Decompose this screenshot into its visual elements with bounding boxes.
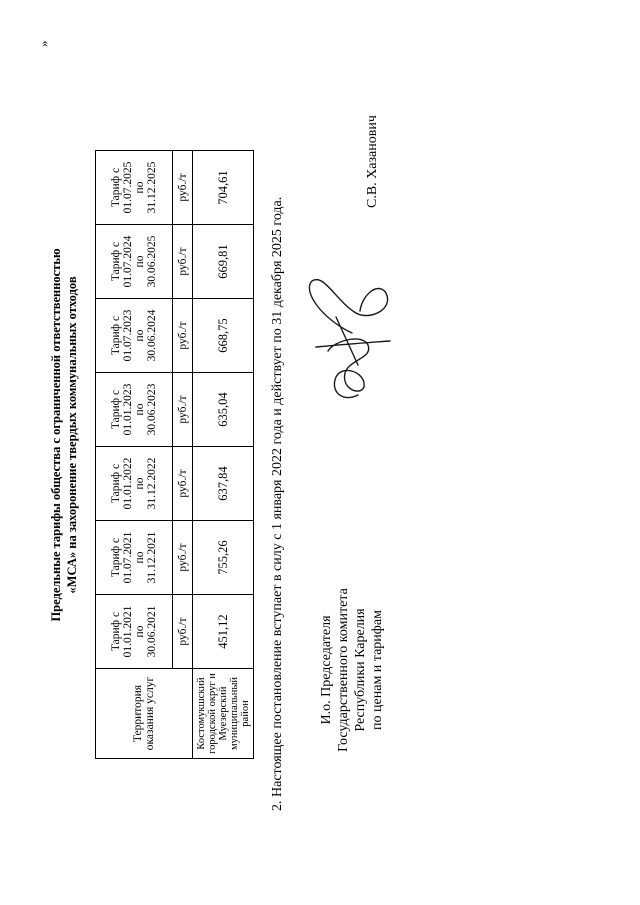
unit-cell: руб./т	[173, 521, 193, 595]
signer-position-line-1: И.о. Председателя	[319, 615, 334, 725]
territory-cell: Костомукшский городской округ и Муезерский муниципальный район	[193, 669, 254, 759]
tariff-period-header: Тариф с 01.07.2025 по 31.12.2025	[96, 151, 173, 225]
signer-position-line-2: Государственного комитета	[336, 588, 351, 752]
signer-position-line-3: Республики Карелия	[353, 608, 368, 732]
tariff-value: 669,81	[193, 225, 254, 299]
territory-header: Территория оказания услуг	[96, 669, 193, 759]
tariff-period-header: Тариф с 01.01.2021 по 30.06.2021	[96, 595, 173, 669]
tariff-value: 637,84	[193, 447, 254, 521]
table-unit-row	[173, 151, 193, 759]
table-row	[193, 151, 254, 759]
tariff-period-header: Тариф с 01.07.2024 по 30.06.2025	[96, 225, 173, 299]
table-title-line-2: «МСА» на захоронение твердых коммунальных отходов	[65, 276, 79, 594]
tariff-value: 451,12	[193, 595, 254, 669]
tariff-value: 635,04	[193, 373, 254, 447]
table-header-row	[96, 151, 173, 759]
unit-cell: руб./т	[173, 595, 193, 669]
unit-cell: руб./т	[173, 299, 193, 373]
tariff-value: 668,75	[193, 299, 254, 373]
table-title-line-1: Предельные тарифы общества с ограниченной ответственностью	[49, 248, 63, 622]
tariff-period-header: Тариф с 01.01.2022 по 31.12.2022	[96, 447, 173, 521]
closing-quote: »	[36, 40, 51, 47]
tariff-value: 755,26	[193, 521, 254, 595]
table-title	[48, 105, 80, 765]
signer-position-line-4: по ценам и тарифам	[370, 610, 385, 730]
tariff-period-header: Тариф с 01.07.2021 по 31.12.2021	[96, 521, 173, 595]
handwritten-signature	[298, 275, 398, 405]
effective-date-paragraph: 2. Настоящее постановление вступает в силу с 1 января 2022 года и действует по 31 декабря 2025 года.	[270, 196, 285, 811]
signer-name: С.В. Хазанович	[365, 115, 380, 208]
tariff-period-header: Тариф с 01.07.2023 по 30.06.2024	[96, 299, 173, 373]
tariff-value: 704,61	[193, 151, 254, 225]
unit-cell: руб./т	[173, 373, 193, 447]
tariff-table	[95, 150, 254, 759]
unit-cell: руб./т	[173, 225, 193, 299]
tariff-period-header: Тариф с 01.01.2023 по 30.06.2023	[96, 373, 173, 447]
signer-position	[318, 575, 386, 765]
unit-cell: руб./т	[173, 151, 193, 225]
unit-cell: руб./т	[173, 447, 193, 521]
